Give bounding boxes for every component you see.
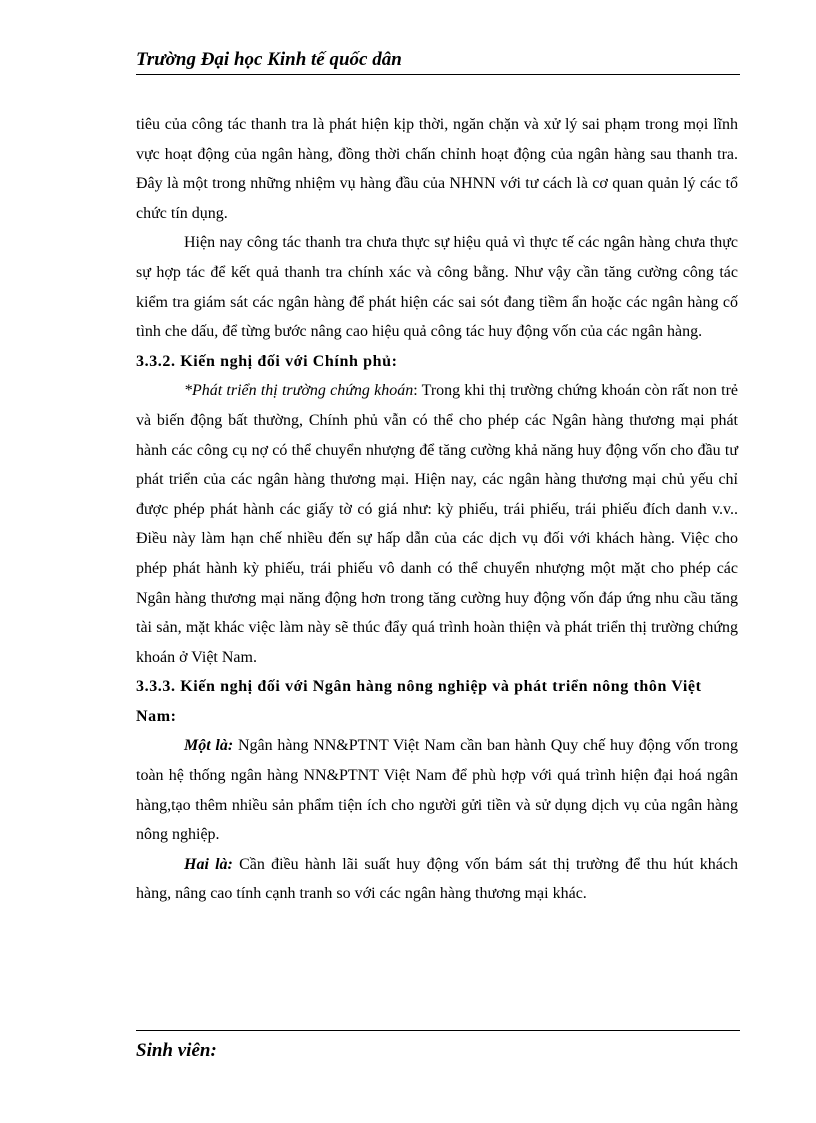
section-heading-government: 3.3.2. Kiến nghị đối với Chính phủ:: [136, 352, 398, 370]
second-lead: Hai là:: [184, 855, 233, 873]
section-heading-agribank: 3.3.3. Kiến nghị đối với Ngân hàng nông nghiệp và phát triển nông thôn Việt Nam:: [136, 678, 702, 725]
document-body: [136, 110, 738, 909]
first-text: Ngân hàng NN&PTNT Việt Nam cần ban hành Quy chế huy động vốn trong toàn hệ thống ngân hàng NN&PTNT Việt Nam để phù hợp với quá trình hiện đại hoá ngân hàng,tạo thêm nhiều sản phẩm tiện ích cho người gửi tiền và sử dụng dịch vụ của ngân hàng nông nghiệp.: [136, 737, 739, 844]
paragraph-inspection-current: Hiện nay công tác thanh tra chưa thực sự hiệu quả vì thực tế các ngân hàng chưa thực sự hợp tác để kết quả thanh tra chính xác và công bằng. Như vậy cần tăng cường công tác kiểm tra giám sát các ngân hàng để phát hiện các sai sót đang tiềm ẩn hoặc các ngân hàng cố tình che dấu, để từng bước nâng cao hiệu quả công tác huy động vốn của các ngân hàng.: [136, 234, 738, 341]
footer-divider: [136, 1030, 740, 1031]
securities-text: : Trong khi thị trường chứng khoán còn rất non trẻ và biến động bất thường, Chính phủ vẫn có thể cho phép các Ngân hàng thương mại phát hành các công cụ nợ có thể chuyển nhượng để tăng cường khả năng huy động vốn cho đầu tư phát triển của các ngân hàng thương mại. Hiện nay, các ngân hàng thương mại chủ yếu chỉ được phép phát hành các giấy tờ có giá như: kỳ phiếu, trái phiếu, trái phiếu đích danh v.v.. Điều này làm hạn chế nhiều đến sự hấp dẫn của các dịch vụ đối với khách hàng. Việc cho phép phát hành kỳ phiếu, trái phiếu vô danh có thể chuyển nhượng một mặt cho phép các Ngân hàng thương mại năng động hơn trong tăng cường huy động vốn đáp ứng nhu cầu tăng tài sản, mặt khác việc làm này sẽ thúc đẩy quá trình hoàn thiện và phát triển thị trường chứng khoán ở Việt Nam.: [136, 382, 738, 666]
paragraph-inspection-goals: tiêu của công tác thanh tra là phát hiện kịp thời, ngăn chặn và xử lý sai phạm trong mọi lĩnh vực hoạt động của ngân hàng, đồng thời chấn chỉnh hoạt động của ngân hàng sau thanh tra. Đây là một trong những nhiệm vụ hàng đầu của NHNN với tư cách là cơ quan quản lý các tổ chức tín dụng.: [136, 116, 738, 222]
first-lead: Một là:: [184, 737, 234, 755]
header-title: Trường Đại học Kinh tế quốc dân: [136, 49, 402, 70]
paragraph-first-recommendation: [136, 731, 738, 849]
second-text: Cần điều hành lãi suất huy động vốn bám sát thị trường để thu hút khách hàng, nâng cao tính cạnh tranh so với các ngân hàng thương mại khác.: [136, 855, 738, 903]
page-header: [136, 48, 740, 75]
securities-lead: *Phát triển thị trường chứng khoán: [184, 382, 414, 400]
paragraph-second-recommendation: [136, 850, 738, 909]
paragraph-securities-market: [136, 376, 738, 672]
footer-student-label: Sinh viên:: [136, 1040, 217, 1061]
